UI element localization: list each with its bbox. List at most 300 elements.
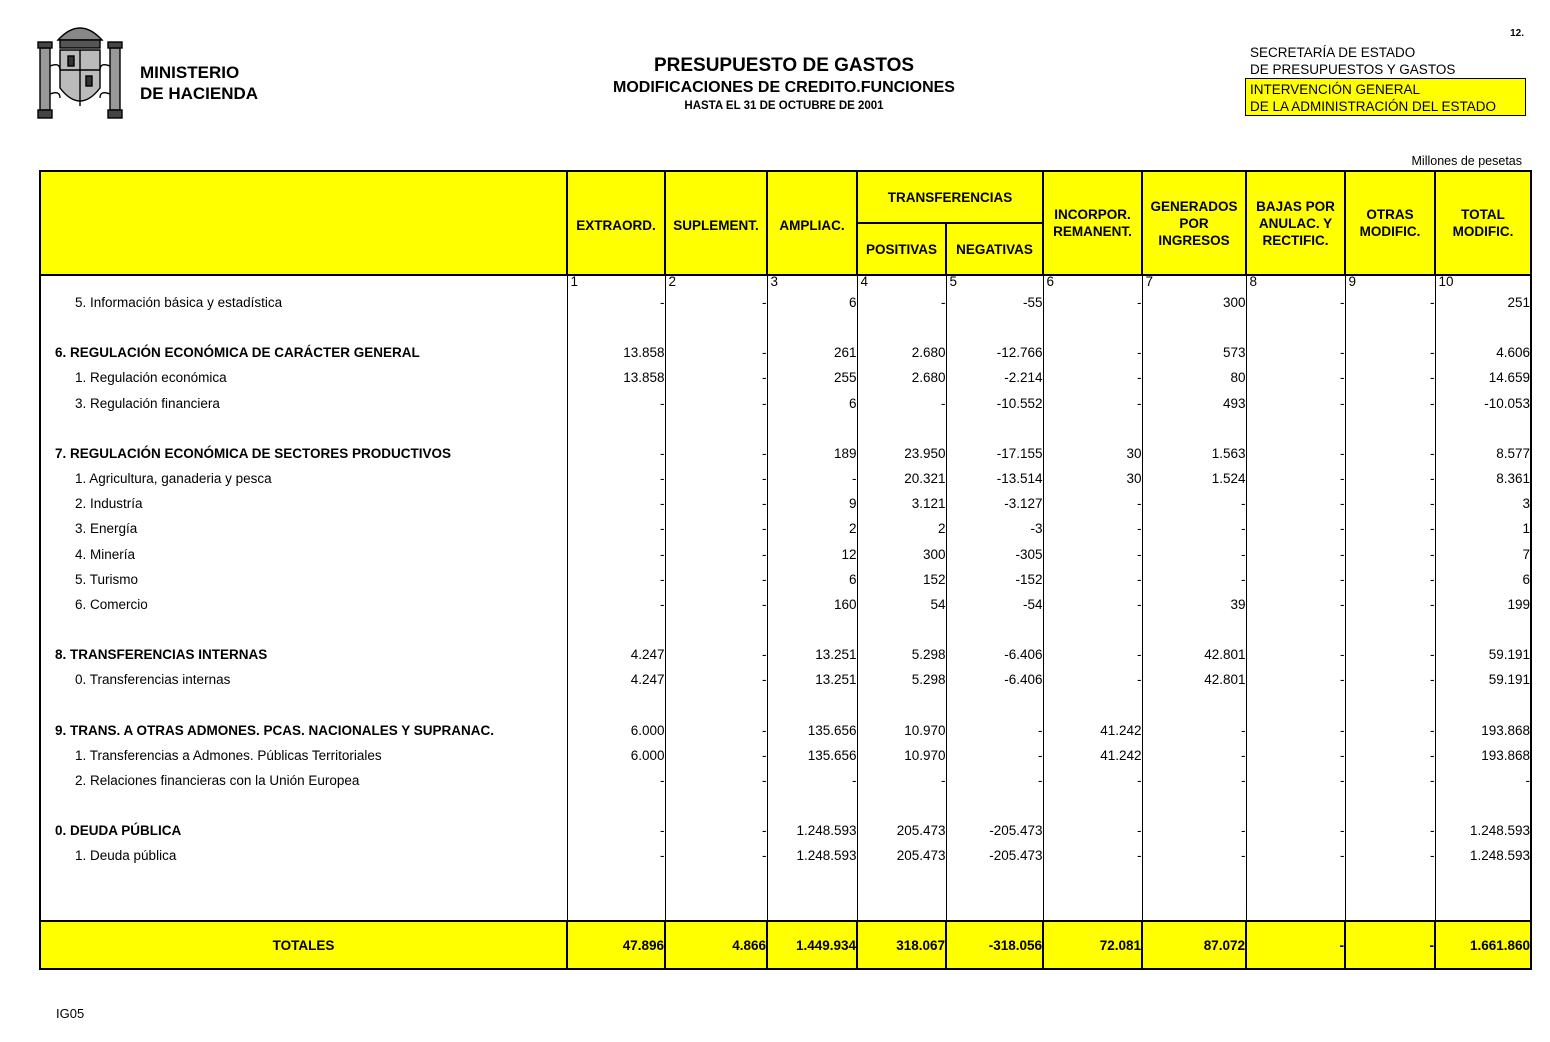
row-value: -12.766 (946, 340, 1043, 365)
title-sub: MODIFICACIONES DE CREDITO.FUNCIONES (613, 79, 955, 96)
row-value: - (665, 717, 767, 742)
row-value: 14.659 (1435, 365, 1531, 390)
section-row (40, 340, 1531, 365)
totals-value: 87.072 (1142, 921, 1246, 969)
spacer-cell (767, 793, 857, 818)
spacer-cell (1043, 868, 1142, 921)
row-value: - (1345, 516, 1435, 541)
row-value: 42.801 (1142, 642, 1246, 667)
header-ampliac: AMPLIAC. (767, 171, 857, 275)
spacer-cell (1246, 793, 1345, 818)
row-label: 1. Agricultura, ganaderia y pesca (40, 466, 567, 491)
row-value: 1.248.593 (1435, 818, 1531, 843)
row-value: 1.248.593 (767, 818, 857, 843)
row-value: - (665, 642, 767, 667)
header-bajas-line2: ANULAC. Y (1258, 215, 1333, 231)
row-value: 2 (857, 516, 946, 541)
spacer-cell (567, 793, 665, 818)
row-label: 5. Turismo (40, 567, 567, 592)
spacer-cell (1142, 692, 1246, 717)
row-value: 8.361 (1435, 466, 1531, 491)
row-value: - (567, 818, 665, 843)
row-value: 6 (1435, 567, 1531, 592)
spacer-cell (1246, 692, 1345, 717)
spacer-cell (946, 315, 1043, 340)
spacer-cell (1435, 868, 1531, 921)
row-value: - (1043, 491, 1142, 516)
row-value: - (1345, 542, 1435, 567)
spacer-cell (1043, 793, 1142, 818)
row-value: 135.656 (767, 743, 857, 768)
row-value: - (665, 466, 767, 491)
row-value: - (1043, 592, 1142, 617)
row-value: 261 (767, 340, 857, 365)
spacer-cell (665, 692, 767, 717)
row-value: - (567, 466, 665, 491)
row-value: - (665, 743, 767, 768)
spacer-cell (1142, 315, 1246, 340)
row-value: - (665, 365, 767, 390)
row-label: 6. Comercio (40, 592, 567, 617)
spacer-cell (665, 416, 767, 441)
row-value: - (1142, 717, 1246, 742)
ministry-line1: MINISTERIO (140, 63, 240, 82)
spacer-cell (1345, 692, 1435, 717)
row-label: 1. Transferencias a Admones. Públicas Territoriales (40, 743, 567, 768)
row-label: 4. Minería (40, 542, 567, 567)
spacer-cell (40, 793, 567, 818)
header-total-line1: TOTAL (1461, 207, 1505, 222)
row-value: 9 (767, 491, 857, 516)
spacer-cell (1435, 692, 1531, 717)
row-value: - (1043, 642, 1142, 667)
row-label: 5. Información básica y estadística (40, 290, 567, 315)
section-row (40, 441, 1531, 466)
spacer-cell (767, 692, 857, 717)
column-number: 8 (1246, 275, 1345, 290)
spacer-cell (946, 793, 1043, 818)
row-value: - (1345, 567, 1435, 592)
table-body (40, 275, 1531, 921)
header-bajas-line1: BAJAS POR (1256, 198, 1335, 214)
row-label: 3. Energía (40, 516, 567, 541)
row-label: 2. Relaciones financieras con la Unión Europea (40, 768, 567, 793)
row-value: 13.858 (567, 340, 665, 365)
row-value: - (1043, 365, 1142, 390)
row-value: - (1043, 843, 1142, 868)
spacer-cell (665, 793, 767, 818)
section-row (40, 642, 1531, 667)
totals-value: 72.081 (1043, 921, 1142, 969)
spacer-cell (857, 416, 946, 441)
row-value: - (665, 542, 767, 567)
row-value: 255 (767, 365, 857, 390)
row-label: 7. REGULACIÓN ECONÓMICA DE SECTORES PRODUCTIVOS (40, 441, 567, 466)
totals-value: - (1246, 921, 1345, 969)
totals-value: - (1345, 921, 1435, 969)
row-value: - (1043, 567, 1142, 592)
row-value: - (567, 491, 665, 516)
row-value: 193.868 (1435, 717, 1531, 742)
totals-value: 1.661.860 (1435, 921, 1531, 969)
row-value: 1.563 (1142, 441, 1246, 466)
row-value: - (1435, 768, 1531, 793)
row-value: 42.801 (1142, 667, 1246, 692)
row-value: 300 (857, 542, 946, 567)
row-value: 2.680 (857, 365, 946, 390)
spacer-cell (567, 315, 665, 340)
row-value: - (1345, 592, 1435, 617)
table-row (40, 843, 1531, 868)
totals-value: 1.449.934 (767, 921, 857, 969)
spacer-cell (1142, 617, 1246, 642)
row-value: - (1142, 516, 1246, 541)
secretaria-block (1250, 44, 1455, 78)
row-value: - (1345, 818, 1435, 843)
row-value: - (1246, 768, 1345, 793)
row-value: - (1246, 516, 1345, 541)
row-value: - (1246, 491, 1345, 516)
row-value: -152 (946, 567, 1043, 592)
row-value: - (1345, 642, 1435, 667)
row-value: - (1246, 717, 1345, 742)
spacer-cell (1345, 315, 1435, 340)
row-value: - (1043, 818, 1142, 843)
row-value: - (665, 567, 767, 592)
row-value: 251 (1435, 290, 1531, 315)
totals-value: 318.067 (857, 921, 946, 969)
row-value: - (665, 340, 767, 365)
page-number: 12. (1510, 28, 1524, 39)
spacer-row (40, 416, 1531, 441)
row-value: - (1246, 441, 1345, 466)
spacer-cell (567, 617, 665, 642)
row-value: - (1043, 768, 1142, 793)
row-value: 20.321 (857, 466, 946, 491)
row-value: - (767, 466, 857, 491)
row-value: - (1246, 567, 1345, 592)
row-value: 41.242 (1043, 743, 1142, 768)
spacer-cell (1345, 617, 1435, 642)
row-value: - (1345, 667, 1435, 692)
report-title (480, 54, 1088, 114)
table-row (40, 290, 1531, 315)
row-value: - (1246, 391, 1345, 416)
row-value: - (857, 768, 946, 793)
row-value: 3 (1435, 491, 1531, 516)
row-value: - (857, 391, 946, 416)
table-row (40, 491, 1531, 516)
row-value: 205.473 (857, 818, 946, 843)
row-value: 2.680 (857, 340, 946, 365)
row-value: - (1043, 542, 1142, 567)
table-row (40, 391, 1531, 416)
column-number-blank (40, 275, 567, 290)
row-value: -205.473 (946, 818, 1043, 843)
column-number-row (40, 275, 1531, 290)
spacer-cell (946, 692, 1043, 717)
spacer-cell (567, 692, 665, 717)
spacer-cell (767, 617, 857, 642)
header-otras-line2: MODIFIC. (1359, 224, 1421, 239)
row-value: -205.473 (946, 843, 1043, 868)
spacer-cell (767, 416, 857, 441)
row-value: 1.248.593 (767, 843, 857, 868)
row-value: 6 (767, 391, 857, 416)
row-value: - (567, 542, 665, 567)
header-otras (1345, 171, 1435, 275)
row-label: 9. TRANS. A OTRAS ADMONES. PCAS. NACIONALES Y SUPRANAC. (40, 717, 567, 742)
row-value: - (1043, 290, 1142, 315)
spacer-cell (1043, 416, 1142, 441)
row-label: 6. REGULACIÓN ECONÓMICA DE CARÁCTER GENERAL (40, 340, 567, 365)
row-value: 4.606 (1435, 340, 1531, 365)
table-row (40, 743, 1531, 768)
coat-of-arms-icon (34, 18, 126, 126)
row-value: - (665, 843, 767, 868)
column-number: 2 (665, 275, 767, 290)
spacer-cell (665, 315, 767, 340)
table-row (40, 365, 1531, 390)
table-row (40, 768, 1531, 793)
spacer-cell (40, 617, 567, 642)
column-number: 1 (567, 275, 665, 290)
row-value: - (1246, 290, 1345, 315)
row-value: -55 (946, 290, 1043, 315)
table-row (40, 466, 1531, 491)
row-value: - (1043, 667, 1142, 692)
header-total-line2: MODIFIC. (1452, 224, 1514, 239)
spacer-cell (1435, 793, 1531, 818)
title-main: PRESUPUESTO DE GASTOS (653, 55, 915, 76)
row-value: 10.970 (857, 743, 946, 768)
row-value: 13.251 (767, 642, 857, 667)
row-value: - (567, 592, 665, 617)
spacer-row (40, 868, 1531, 921)
column-number: 6 (1043, 275, 1142, 290)
spacer-cell (1246, 617, 1345, 642)
table-row (40, 592, 1531, 617)
row-value: - (665, 441, 767, 466)
row-value: 54 (857, 592, 946, 617)
header-incorpor-line2: REMANENT. (1053, 224, 1132, 239)
header-transferencias: TRANSFERENCIAS (857, 171, 1043, 223)
row-value: -17.155 (946, 441, 1043, 466)
row-value: 1.524 (1142, 466, 1246, 491)
spacer-cell (857, 793, 946, 818)
secretaria-line2: DE PRESUPUESTOS Y GASTOS (1250, 62, 1456, 77)
intervencion-line2: DE LA ADMINISTRACIÓN DEL ESTADO (1250, 99, 1497, 114)
header-bajas-line3: RECTIFIC. (1262, 232, 1329, 248)
row-value: - (665, 667, 767, 692)
row-value: - (1142, 567, 1246, 592)
row-value: 39 (1142, 592, 1246, 617)
row-value: 193.868 (1435, 743, 1531, 768)
row-value: - (1345, 717, 1435, 742)
row-value: - (567, 768, 665, 793)
spacer-cell (857, 617, 946, 642)
row-value: 573 (1142, 340, 1246, 365)
row-value: - (1043, 516, 1142, 541)
totals-label: TOTALES (40, 921, 567, 969)
row-value: 2 (767, 516, 857, 541)
spacer-row (40, 692, 1531, 717)
column-number: 5 (946, 275, 1043, 290)
spacer-cell (767, 868, 857, 921)
spacer-cell (946, 617, 1043, 642)
row-value: - (567, 843, 665, 868)
row-value: - (1043, 340, 1142, 365)
row-value: 23.950 (857, 441, 946, 466)
intervencion-box (1245, 78, 1526, 116)
spacer-cell (946, 416, 1043, 441)
row-value: - (1345, 743, 1435, 768)
row-value: - (1246, 466, 1345, 491)
spacer-cell (567, 868, 665, 921)
row-label: 0. DEUDA PÚBLICA (40, 818, 567, 843)
row-value: - (1345, 491, 1435, 516)
budget-table (39, 170, 1532, 970)
spacer-cell (1345, 416, 1435, 441)
header-generados-line3: INGRESOS (1158, 232, 1230, 248)
row-value: - (1345, 290, 1435, 315)
spacer-cell (1142, 416, 1246, 441)
row-label: 1. Deuda pública (40, 843, 567, 868)
row-value: - (1345, 340, 1435, 365)
header-otras-line1: OTRAS (1366, 207, 1414, 222)
units-label: Millones de pesetas (1411, 154, 1522, 168)
row-value: - (567, 567, 665, 592)
table-row (40, 667, 1531, 692)
row-value: - (946, 743, 1043, 768)
header-positivas: POSITIVAS (857, 223, 946, 275)
row-label: 1. Regulación económica (40, 365, 567, 390)
intervencion-line1: INTERVENCIÓN GENERAL (1250, 82, 1421, 97)
row-value: 300 (1142, 290, 1246, 315)
row-value: 135.656 (767, 717, 857, 742)
table-row (40, 567, 1531, 592)
row-value: 41.242 (1043, 717, 1142, 742)
spacer-cell (40, 315, 567, 340)
header-extraord: EXTRAORD. (567, 171, 665, 275)
row-value: -6.406 (946, 667, 1043, 692)
spacer-cell (1246, 416, 1345, 441)
row-value: - (1345, 441, 1435, 466)
section-row (40, 818, 1531, 843)
totals-value: 47.896 (567, 921, 665, 969)
spacer-row (40, 315, 1531, 340)
column-number: 3 (767, 275, 857, 290)
row-value: 13.251 (767, 667, 857, 692)
title-date: HASTA EL 31 DE OCTUBRE DE 2001 (684, 100, 884, 112)
row-value: - (946, 768, 1043, 793)
spacer-cell (1345, 793, 1435, 818)
column-number: 7 (1142, 275, 1246, 290)
spacer-cell (1043, 692, 1142, 717)
row-value: 30 (1043, 466, 1142, 491)
spacer-row (40, 793, 1531, 818)
row-value: - (665, 391, 767, 416)
row-value: - (1142, 768, 1246, 793)
spacer-cell (40, 692, 567, 717)
spacer-cell (665, 868, 767, 921)
row-value: 189 (767, 441, 857, 466)
spacer-cell (857, 315, 946, 340)
row-value: - (665, 768, 767, 793)
row-value: - (1345, 843, 1435, 868)
totals-value: -318.056 (946, 921, 1043, 969)
row-value: - (1142, 542, 1246, 567)
row-value: - (1142, 743, 1246, 768)
row-value: - (1246, 843, 1345, 868)
row-value: -3 (946, 516, 1043, 541)
row-value: - (1142, 818, 1246, 843)
row-value: - (1345, 365, 1435, 390)
column-number: 4 (857, 275, 946, 290)
header-generados-line1: GENERADOS (1150, 198, 1238, 214)
row-value: - (1043, 391, 1142, 416)
row-value: 5.298 (857, 642, 946, 667)
spacer-row (40, 617, 1531, 642)
spacer-cell (1246, 315, 1345, 340)
row-value: 493 (1142, 391, 1246, 416)
row-value: 160 (767, 592, 857, 617)
spacer-cell (1043, 315, 1142, 340)
table-totals (40, 921, 1531, 969)
row-value: - (665, 290, 767, 315)
row-value: - (767, 768, 857, 793)
totals-value: 4.866 (665, 921, 767, 969)
row-value: - (665, 516, 767, 541)
row-value: 8.577 (1435, 441, 1531, 466)
row-label: 8. TRANSFERENCIAS INTERNAS (40, 642, 567, 667)
row-value: - (857, 290, 946, 315)
header-incorpor-line1: INCORPOR. (1054, 207, 1131, 222)
row-value: 205.473 (857, 843, 946, 868)
spacer-cell (1142, 868, 1246, 921)
row-value: - (1246, 642, 1345, 667)
row-value: - (567, 391, 665, 416)
row-value: - (1345, 768, 1435, 793)
row-value: 30 (1043, 441, 1142, 466)
footer-code: IG05 (56, 1006, 85, 1021)
row-value: 59.191 (1435, 667, 1531, 692)
spacer-cell (1246, 868, 1345, 921)
row-value: - (567, 290, 665, 315)
row-value: 6 (767, 567, 857, 592)
spacer-cell (857, 868, 946, 921)
row-label: 2. Industría (40, 491, 567, 516)
spacer-cell (40, 416, 567, 441)
spacer-cell (40, 868, 567, 921)
row-value: - (1246, 818, 1345, 843)
row-value: - (567, 516, 665, 541)
row-value: - (1246, 592, 1345, 617)
row-value: - (1246, 365, 1345, 390)
row-value: 59.191 (1435, 642, 1531, 667)
header-suplement: SUPLEMENT. (665, 171, 767, 275)
row-value: - (1246, 340, 1345, 365)
row-value: - (665, 491, 767, 516)
row-value: - (1345, 391, 1435, 416)
row-value: 1 (1435, 516, 1531, 541)
spacer-cell (1345, 868, 1435, 921)
row-value: - (1345, 466, 1435, 491)
row-value: 6.000 (567, 743, 665, 768)
spacer-cell (1435, 315, 1531, 340)
header-total (1435, 171, 1531, 275)
row-value: - (946, 717, 1043, 742)
